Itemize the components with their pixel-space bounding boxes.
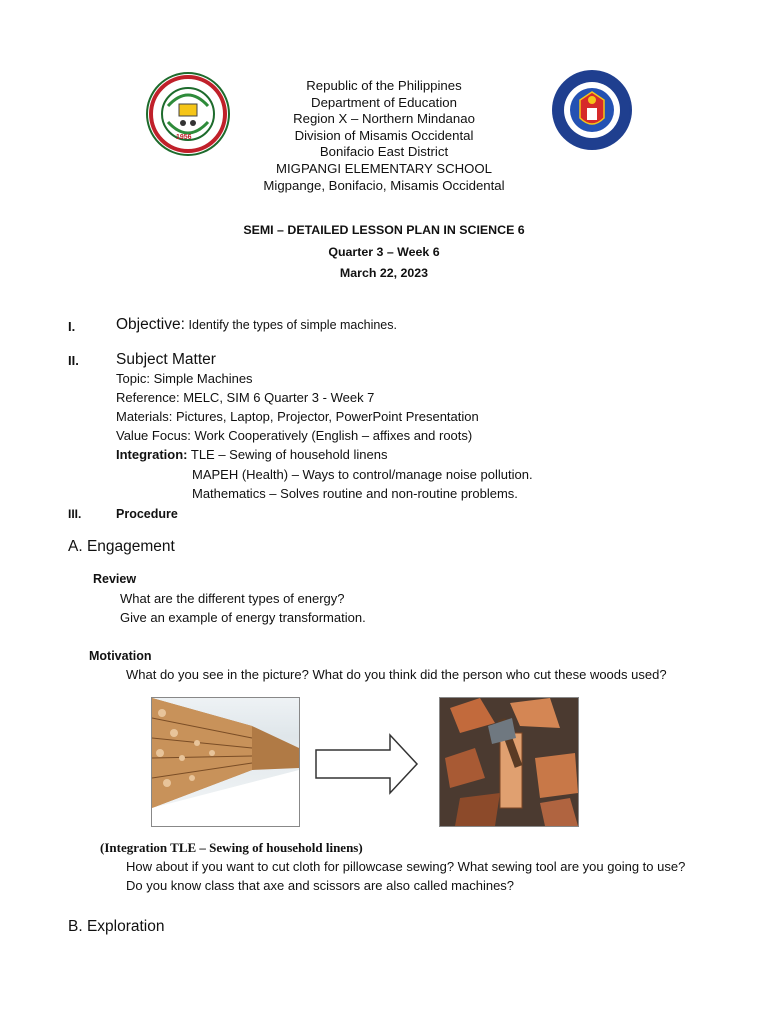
quarter-week: Quarter 3 – Week 6: [328, 245, 440, 259]
school-header: [0, 78, 768, 194]
header-line-5: Bonifacio East District: [319, 144, 449, 160]
review-question-1: What are the different types of energy?: [120, 591, 345, 606]
integration-tle: TLE – Sewing of household linens: [190, 447, 388, 462]
axe-wood-graphic: [440, 698, 578, 826]
lesson-plan-title: SEMI – DETAILED LESSON PLAN IN SCIENCE 6: [243, 223, 525, 237]
motivation-label: Motivation: [89, 649, 152, 663]
materials: Materials: Pictures, Laptop, Projector, PowerPoint Presentation: [116, 409, 479, 424]
engagement-heading: A. Engagement: [68, 538, 175, 555]
integration-tle-note: (Integration TLE – Sewing of household linens): [100, 840, 363, 855]
exploration-heading: B. Exploration: [68, 918, 165, 935]
value-focus: Value Focus: Work Cooperatively (English – affixes and roots): [116, 428, 473, 443]
objective-label: Objective:: [116, 316, 185, 333]
subject-matter-number: II.: [68, 353, 79, 368]
reference: Reference: MELC, SIM 6 Quarter 3 - Week 7: [116, 390, 375, 405]
integration-label: Integration:: [116, 447, 188, 462]
header-line-6: MIGPANGI ELEMENTARY SCHOOL: [276, 160, 492, 176]
procedure-heading: Procedure: [116, 507, 178, 521]
tle-question-1: How about if you want to cut cloth for pillowcase sewing? What sewing tool are you going to use?: [126, 859, 686, 874]
integration-math: Mathematics – Solves routine and non-routine problems.: [192, 486, 518, 501]
arrow-right-icon: [314, 733, 420, 795]
header-line-4: Division of Misamis Occidental: [294, 127, 474, 143]
deped-seal-graphic: [552, 70, 632, 150]
objective-text: Identify the types of simple machines.: [188, 318, 397, 332]
school-seal-year: 1956: [176, 134, 192, 141]
objective-row: [116, 316, 397, 334]
topic: Topic: Simple Machines: [116, 371, 253, 386]
objective-number: I.: [68, 319, 76, 334]
subject-matter-heading: Subject Matter: [116, 351, 216, 368]
stacked-firewood-image: [151, 697, 300, 827]
motivation-question: What do you see in the picture? What do you think did the person who cut these woods used?: [126, 667, 667, 682]
header-line-3: Region X – Northern Mindanao: [293, 111, 475, 127]
header-line-1: Republic of the Philippines: [306, 78, 462, 93]
header-line-7: Migpange, Bonifacio, Misamis Occidental: [263, 177, 505, 193]
integration-mapeh: MAPEH (Health) – Ways to control/manage noise pollution.: [192, 467, 533, 482]
header-line-2: Department of Education: [311, 94, 457, 110]
review-label: Review: [93, 572, 137, 586]
procedure-number: III.: [68, 507, 82, 521]
lesson-date: March 22, 2023: [339, 266, 429, 280]
tle-question-2: Do you know class that axe and scissors are also called machines?: [126, 878, 515, 893]
axe-in-wood-image: [439, 697, 579, 827]
review-question-2: Give an example of energy transformation.: [120, 610, 366, 625]
firewood-stack-graphic: [152, 698, 299, 826]
deped-logo: [552, 70, 632, 150]
integration-row: [116, 447, 387, 462]
